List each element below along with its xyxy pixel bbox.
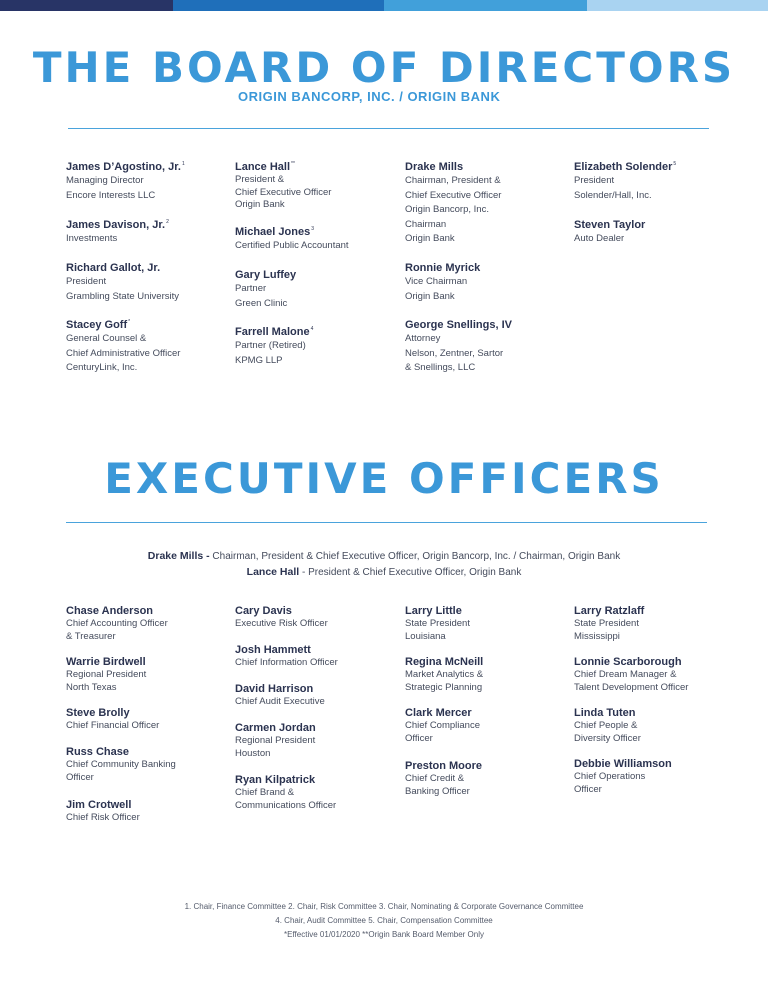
officer	[66, 706, 159, 733]
officer	[66, 655, 146, 694]
officer-title: Chief Brand &	[235, 787, 295, 798]
member-name: George Snellings, IV	[405, 319, 512, 331]
member-name: Michael Jones	[235, 226, 311, 238]
member-org: Grambling State University	[66, 290, 179, 302]
officer-title: Chief Compliance	[405, 720, 480, 731]
featured-name: Drake Mills -	[147, 550, 210, 562]
member-mark: 5	[673, 161, 677, 167]
board-member	[574, 160, 676, 203]
officer-name: Larry Ratzlaff	[574, 605, 645, 617]
officer	[574, 604, 644, 643]
officer-title: Regional President	[235, 735, 316, 746]
officer-name: Ryan Kilpatrick	[235, 774, 316, 786]
officer-title: Chief People &	[574, 720, 638, 731]
board-divider	[68, 128, 709, 129]
officer	[235, 721, 316, 760]
officer-title: Houston	[235, 747, 271, 759]
member-title: Attorney	[405, 333, 441, 344]
officer-name: Regina McNeill	[405, 656, 484, 668]
member-mark: *	[128, 319, 131, 325]
member-org: & Snellings, LLC	[405, 362, 476, 373]
officer-name: Carmen Jordan	[235, 722, 316, 734]
officer	[235, 604, 328, 631]
board-member	[66, 318, 180, 376]
board-title: THE BOARD OF DIRECTORS	[32, 43, 736, 92]
color-bar-mid-blue	[384, 0, 587, 11]
officer-title: Diversity Officer	[574, 732, 641, 744]
board-member	[405, 160, 501, 247]
officer-name: Lonnie Scarborough	[574, 656, 682, 668]
executive-title: EXECUTIVE OFFICERS	[104, 454, 664, 503]
featured-name: Lance Hall	[246, 566, 300, 578]
officer-name: Cary Davis	[235, 605, 292, 617]
board-member	[235, 160, 331, 212]
board-member	[235, 268, 296, 311]
member-org: KPMG LLP	[235, 354, 283, 366]
member-org: Nelson, Zentner, Sartor	[405, 347, 504, 359]
color-bar-navy	[0, 0, 173, 11]
top-color-bar	[0, 0, 768, 11]
officer-name: Linda Tuten	[574, 707, 636, 719]
board-member	[405, 261, 480, 304]
officer-name: Larry Little	[405, 605, 462, 617]
board-member	[235, 225, 349, 254]
member-title: Chief Executive Officer	[405, 189, 502, 201]
officer-name: Warrie Birdwell	[66, 656, 146, 668]
board-member	[405, 318, 512, 376]
member-title: Managing Director	[66, 175, 144, 186]
member-title: Chief Executive Officer	[235, 186, 332, 198]
officer	[405, 604, 470, 643]
officer	[574, 706, 641, 745]
member-title: Investments	[66, 233, 118, 244]
officer	[405, 759, 482, 798]
member-mark: 3	[311, 226, 314, 232]
officer-title: Communications Officer	[235, 799, 337, 811]
member-org: Encore Interests LLC	[66, 189, 156, 201]
member-title: President	[574, 175, 615, 186]
officer-name: Josh Hammett	[235, 644, 311, 656]
color-bar-blue	[173, 0, 384, 11]
officer-title: Officer	[405, 732, 433, 744]
officer-title: Officer	[574, 783, 602, 795]
officer	[574, 655, 688, 694]
member-name: Steven Taylor	[574, 219, 646, 231]
member-mark: 2	[166, 219, 169, 225]
officer-title: Chief Dream Manager &	[574, 669, 677, 680]
officer	[66, 745, 176, 784]
featured-role: - President & Chief Executive Officer, Origin Bank	[301, 567, 522, 578]
member-title: General Counsel &	[66, 333, 147, 344]
footnote-line: *Effective 01/01/2020 **Origin Bank Board Member Only	[284, 930, 484, 939]
member-title: Chairman	[405, 218, 447, 230]
member-name: James Davison, Jr.	[66, 219, 166, 231]
member-name: Ronnie Myrick	[405, 262, 481, 274]
officer	[574, 757, 672, 796]
featured-officer	[0, 566, 768, 578]
member-title: Certified Public Accountant	[235, 240, 349, 251]
member-org: Origin Bank	[405, 290, 455, 302]
board-member	[66, 160, 185, 203]
officer-title: Chief Audit Executive	[235, 696, 325, 707]
member-name: Richard Gallot, Jr.	[66, 262, 161, 274]
officer-title: Officer	[66, 771, 94, 783]
member-title: President &	[235, 174, 285, 185]
member-org: Origin Bank	[235, 199, 285, 210]
officer-name: Russ Chase	[66, 746, 129, 758]
officer-title: Chief Community Banking	[66, 759, 176, 770]
officer-title: Chief Risk Officer	[66, 812, 140, 823]
officer-title: Market Analytics &	[405, 669, 484, 680]
board-member	[66, 218, 169, 247]
officer-name: Debbie Williamson	[574, 758, 672, 770]
member-title: Auto Dealer	[574, 233, 625, 244]
officer-title: Louisiana	[405, 630, 446, 642]
officer-title: Chief Accounting Officer	[66, 618, 168, 629]
board-member	[574, 218, 645, 247]
officer-title: Regional President	[66, 669, 147, 680]
officer-title: Banking Officer	[405, 785, 470, 797]
footnote-line: 4. Chair, Audit Committee 5. Chair, Compensation Committee	[275, 916, 493, 925]
board-member	[66, 261, 179, 304]
officer-title: Chief Operations	[574, 771, 646, 782]
member-name: Farrell Malone	[235, 326, 310, 338]
board-subtitle: ORIGIN BANCORP, INC. / ORIGIN BANK	[238, 89, 501, 104]
member-mark: **	[291, 161, 295, 167]
officer	[405, 655, 483, 694]
officer-name: Chase Anderson	[66, 605, 154, 617]
officer-title: Talent Development Officer	[574, 681, 689, 693]
member-org: Solender/Hall, Inc.	[574, 189, 652, 201]
member-name: Stacey Goff	[66, 319, 128, 331]
executive-divider	[66, 522, 707, 523]
member-title: Partner (Retired)	[235, 340, 306, 351]
member-title: Vice Chairman	[405, 276, 468, 287]
officer-title: Mississippi	[574, 630, 620, 642]
officer-title: Chief Information Officer	[235, 657, 338, 668]
officer	[66, 604, 168, 643]
featured-officer	[0, 550, 768, 562]
officer-title: Chief Credit &	[405, 773, 465, 784]
officer-name: Clark Mercer	[405, 707, 472, 719]
member-mark: 1	[181, 161, 185, 167]
member-org: Origin Bank	[405, 233, 455, 244]
member-title: Partner	[235, 283, 267, 294]
officer	[235, 773, 336, 812]
featured-role: Chairman, President & Chief Executive Officer, Origin Bancorp, Inc. / Chairman, Origin Bank	[212, 551, 621, 562]
member-title: Chairman, President &	[405, 175, 501, 186]
officer-name: Steve Brolly	[66, 707, 130, 719]
member-mark: 4	[310, 326, 314, 332]
officer-title: State President	[574, 618, 639, 629]
member-name: Lance Hall	[235, 161, 291, 173]
officer-title: State President	[405, 618, 470, 629]
officer	[66, 798, 140, 825]
member-org: CenturyLink, Inc.	[66, 362, 138, 373]
footnote-line: 1. Chair, Finance Committee 2. Chair, Risk Committee 3. Chair, Nominating & Corporate Governance Committee	[184, 902, 584, 911]
member-org: Origin Bancorp, Inc.	[405, 204, 489, 215]
officer-title: & Treasurer	[66, 630, 116, 642]
officer	[235, 643, 338, 670]
officer-title: Chief Financial Officer	[66, 720, 160, 731]
officer	[405, 706, 480, 745]
officer-title: North Texas	[66, 681, 117, 693]
officer-name: Preston Moore	[405, 760, 483, 772]
member-name: Gary Luffey	[235, 269, 297, 281]
officer-title: Executive Risk Officer	[235, 618, 328, 629]
member-org: Green Clinic	[235, 297, 288, 309]
member-name: Elizabeth Solender	[574, 161, 673, 173]
officer-name: David Harrison	[235, 683, 314, 695]
member-name: James D’Agostino, Jr.	[66, 161, 181, 173]
member-name: Drake Mills	[405, 161, 464, 173]
officer	[235, 682, 325, 709]
officer-title: Strategic Planning	[405, 681, 483, 693]
member-title: President	[66, 276, 107, 287]
member-title: Chief Administrative Officer	[66, 347, 181, 359]
color-bar-light-blue	[587, 0, 768, 11]
officer-name: Jim Crotwell	[66, 799, 132, 811]
board-member	[235, 325, 313, 368]
